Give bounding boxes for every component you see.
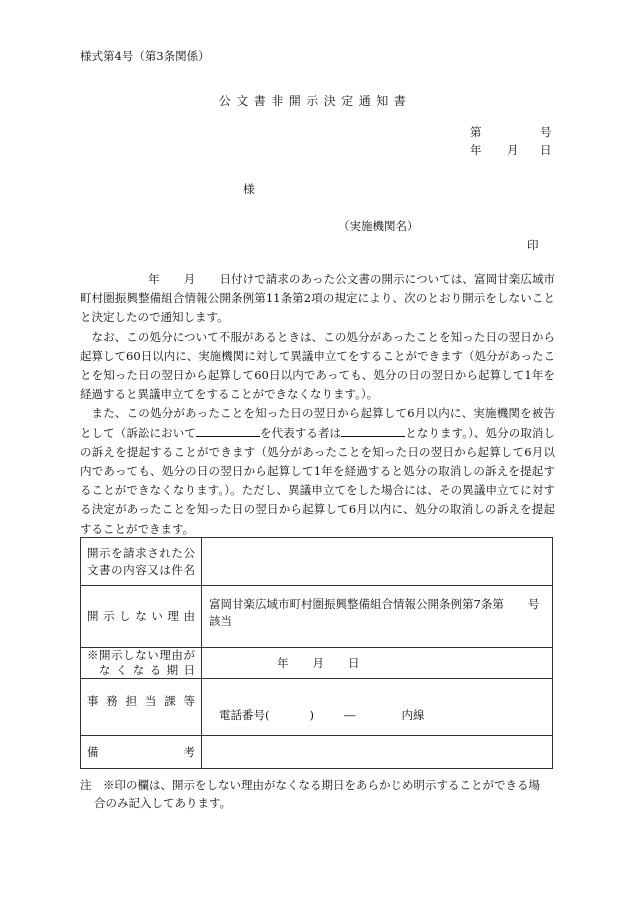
expiry-nen: 年 <box>277 655 289 670</box>
p1-date-tsuki: 月 <box>183 272 196 286</box>
phone-paren-close: ) <box>309 707 314 722</box>
label-requested-document: 開示を請求された公文書の内容又は件名 <box>81 538 202 586</box>
value-expiry-date <box>202 648 553 679</box>
reason-text-b: 該当 <box>209 613 232 628</box>
label-reason: 開示しない理由 <box>81 586 202 648</box>
blank-underline <box>196 424 260 437</box>
table-row <box>81 648 553 679</box>
p3-text-b: を代表する者は <box>259 425 342 440</box>
details-table <box>80 537 553 769</box>
value-contact-section <box>202 679 553 736</box>
table-row <box>81 586 553 648</box>
label-expiry-date: ※開示しない理由が なくなる期日 <box>81 648 202 679</box>
value-remarks <box>202 736 553 769</box>
phone-dash: ― <box>344 707 356 722</box>
agency-name: （実施機関名） <box>338 219 419 233</box>
value-requested-document <box>202 538 553 586</box>
expiry-hi: 日 <box>348 655 360 670</box>
footnote <box>80 776 555 812</box>
p3-text-c: となります。）、処分の取消しの訴えを提起することができます（処分があったことを知った日の翌日から起算して6月以内であっても、処分の日の翌日から起算して1年を経過すると処分の取消しの訴えを提起することができなくなります。）。ただし、異議申立てをした場合には、その異議申立てに対する決定があったことを知った日の翌日から起算して6月以内に、処分の取消しの訴えを提起することができます。 <box>80 425 556 536</box>
seal-mark: 印 <box>527 238 539 252</box>
p3-text-a: また、この処分があったことを知った日の翌日から起算して6月以内に、実施機関を被告として（訴訟において <box>80 406 555 440</box>
p1-text: 日付けで請求のあった公文書の開示については、富岡甘楽広域市町村圏振興整備組合情報公開条例第11条第2項の規定により、次のとおり開示をしないことと決定したので通知します。 <box>80 272 556 325</box>
date-nen: 年 <box>470 143 482 157</box>
reason-go: 号 <box>527 596 540 611</box>
paragraph-appeal <box>80 328 555 405</box>
reason-text-a: 富岡甘楽広域市町村圏振興整備組合情報公開条例第7条第 <box>209 596 504 611</box>
date-hi: 日 <box>540 143 552 157</box>
phone-label: 電話番号( <box>219 707 270 722</box>
label-contact-section: 事務担当課等 <box>81 679 202 736</box>
number-go: 号 <box>540 125 552 139</box>
table-row <box>81 538 553 586</box>
footnote-line-1: 注 ※印の欄は、開示をしない理由がなくなる期日をあらかじめ明示することができる場 <box>80 778 540 792</box>
p1-date-nen: 年 <box>148 272 160 286</box>
extension-label: 内線 <box>401 707 425 722</box>
p2-text: なお、この処分について不服があるときは、この処分があったことを知った日の翌日から起算して60日以内に、実施機関に対して異議申立てをすることができます（処分があったことを知った日の翌日から起算して60日以内であっても、処分の日の翌日から起算して1年を経過すると異議申立てをすることができなくなります。）。 <box>80 329 555 402</box>
table-row <box>81 679 553 736</box>
date-tsuki: 月 <box>507 143 519 157</box>
addressee-suffix: 様 <box>243 182 255 196</box>
value-reason <box>202 586 553 648</box>
table-row <box>81 736 553 769</box>
footnote-line-2: 合のみ記入してあります。 <box>94 796 232 810</box>
form-number-label: 様式第4号（第3条関係） <box>80 49 210 63</box>
paragraph-lawsuit <box>80 404 555 538</box>
label-remarks: 備考 <box>81 736 202 769</box>
expiry-tsuki: 月 <box>312 655 324 670</box>
blank-underline <box>341 424 405 437</box>
paragraph-decision <box>80 270 555 328</box>
notice-body <box>80 270 555 539</box>
number-dai: 第 <box>470 125 482 139</box>
document-title: 公文書非開示決定通知書 <box>218 94 412 108</box>
